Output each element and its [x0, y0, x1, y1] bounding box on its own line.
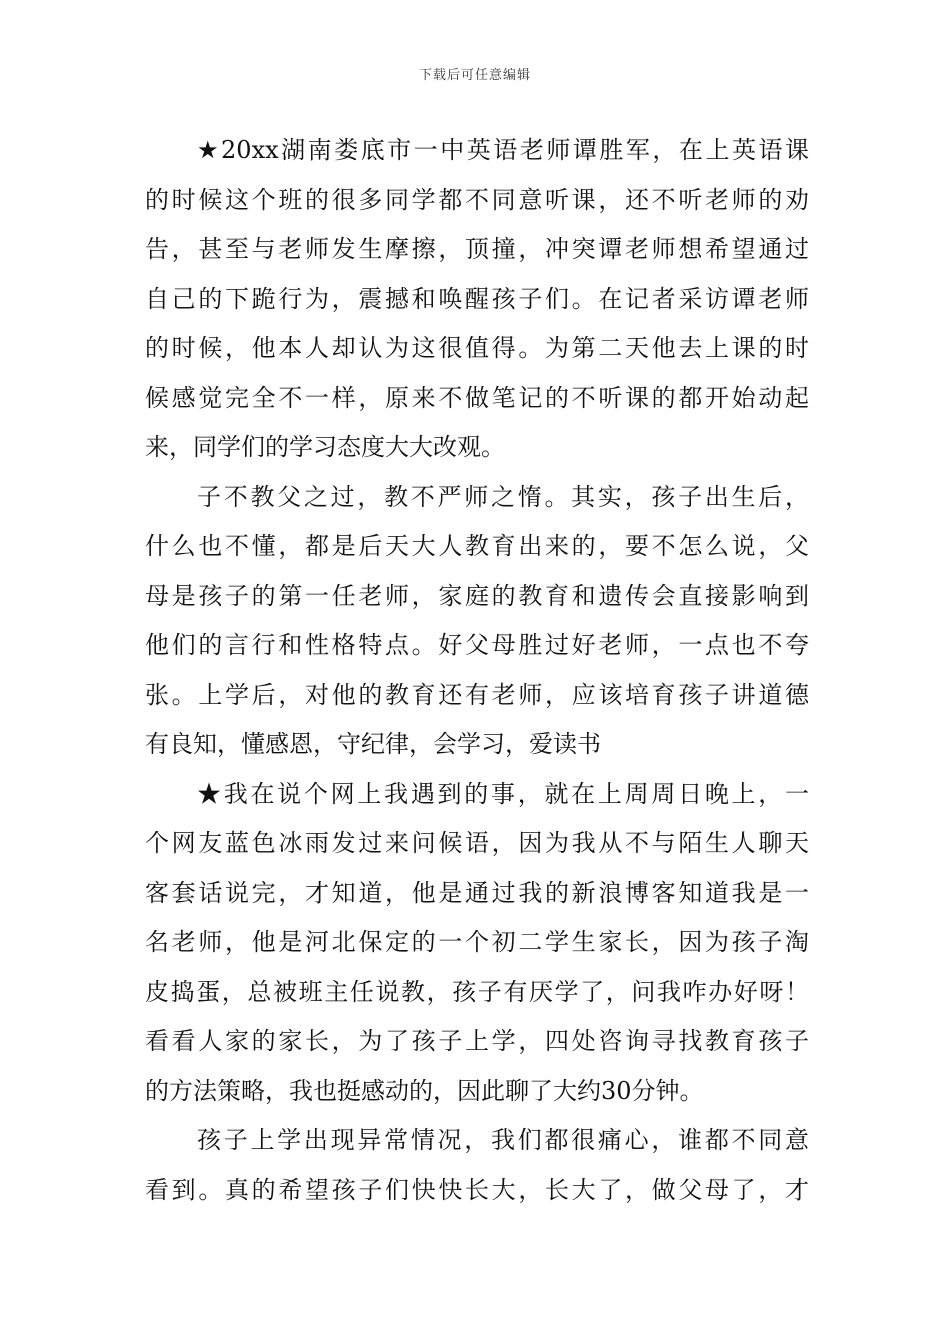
paragraph	[145, 126, 809, 473]
text-line: 看看人家的家长，为了孩子上学，四处咨询寻找教育孩子	[145, 1027, 809, 1055]
text-line: 自己的下跪行为，震撼和唤醒孩子们。在记者采访谭老师	[145, 284, 809, 313]
text-line: 候感觉完全不一样，原来不做笔记的不听课的都开始动起	[145, 383, 809, 412]
text-line: 有良知，懂感恩，守纪律，会学习，爱读书	[145, 730, 601, 758]
text-line: 的时候这个班的很多同学都不同意听课，还不听老师的劝	[145, 185, 809, 214]
text-line: ★我在说个网上我遇到的事，就在上周周日晚上，一	[197, 779, 809, 808]
text-line: 个网友蓝色冰雨发过来问候语，因为我从不与陌生人聊天	[145, 829, 809, 857]
paragraph	[145, 473, 809, 770]
text-line: 告，甚至与老师发生摩擦，顶撞，冲突谭老师想希望通过	[145, 235, 809, 263]
text-line: 看到。真的希望孩子们快快长大，长大了，做父母了，才	[145, 1175, 809, 1204]
text-line: 子不教父之过，教不严师之惰。其实，孩子出生后，	[197, 482, 809, 511]
text-line: 的方法策略，我也挺感动的，因此聊了大约30分钟。	[145, 1076, 704, 1105]
text-line: 名老师，他是河北保定的一个初二学生家长，因为孩子淘	[145, 928, 809, 956]
text-line: 母是孩子的第一任老师，家庭的教育和遗传会直接影响到	[145, 581, 809, 610]
document-body	[145, 126, 809, 1215]
text-line: 张。上学后，对他的教育还有老师，应该培育孩子讲道德	[145, 680, 809, 709]
text-line: 什么也不懂，都是后天大人教育出来的，要不怎么说，父	[145, 532, 809, 560]
text-line: 孩子上学出现异常情况，我们都很痛心，谁都不同意	[197, 1126, 809, 1154]
page-header: 下载后可任意编辑	[418, 68, 531, 83]
text-line: 客套话说完，才知道，他是通过我的新浪博客知道我是一	[145, 878, 809, 907]
text-line: ★20xx湖南娄底市一中英语老师谭胜军，在上英语课	[197, 136, 809, 164]
text-line: 皮捣蛋，总被班主任说教，孩子有厌学了，问我咋办好呀！	[145, 977, 809, 1006]
paragraph	[145, 1116, 809, 1215]
paragraph	[145, 770, 809, 1117]
text-line: 他们的言行和性格特点。好父母胜过好老师，一点也不夸	[145, 631, 809, 659]
text-line: 来，同学们的学习态度大大改观。	[145, 433, 505, 461]
text-line: 的时候，他本人却认为这很值得。为第二天他去上课的时	[145, 334, 809, 362]
